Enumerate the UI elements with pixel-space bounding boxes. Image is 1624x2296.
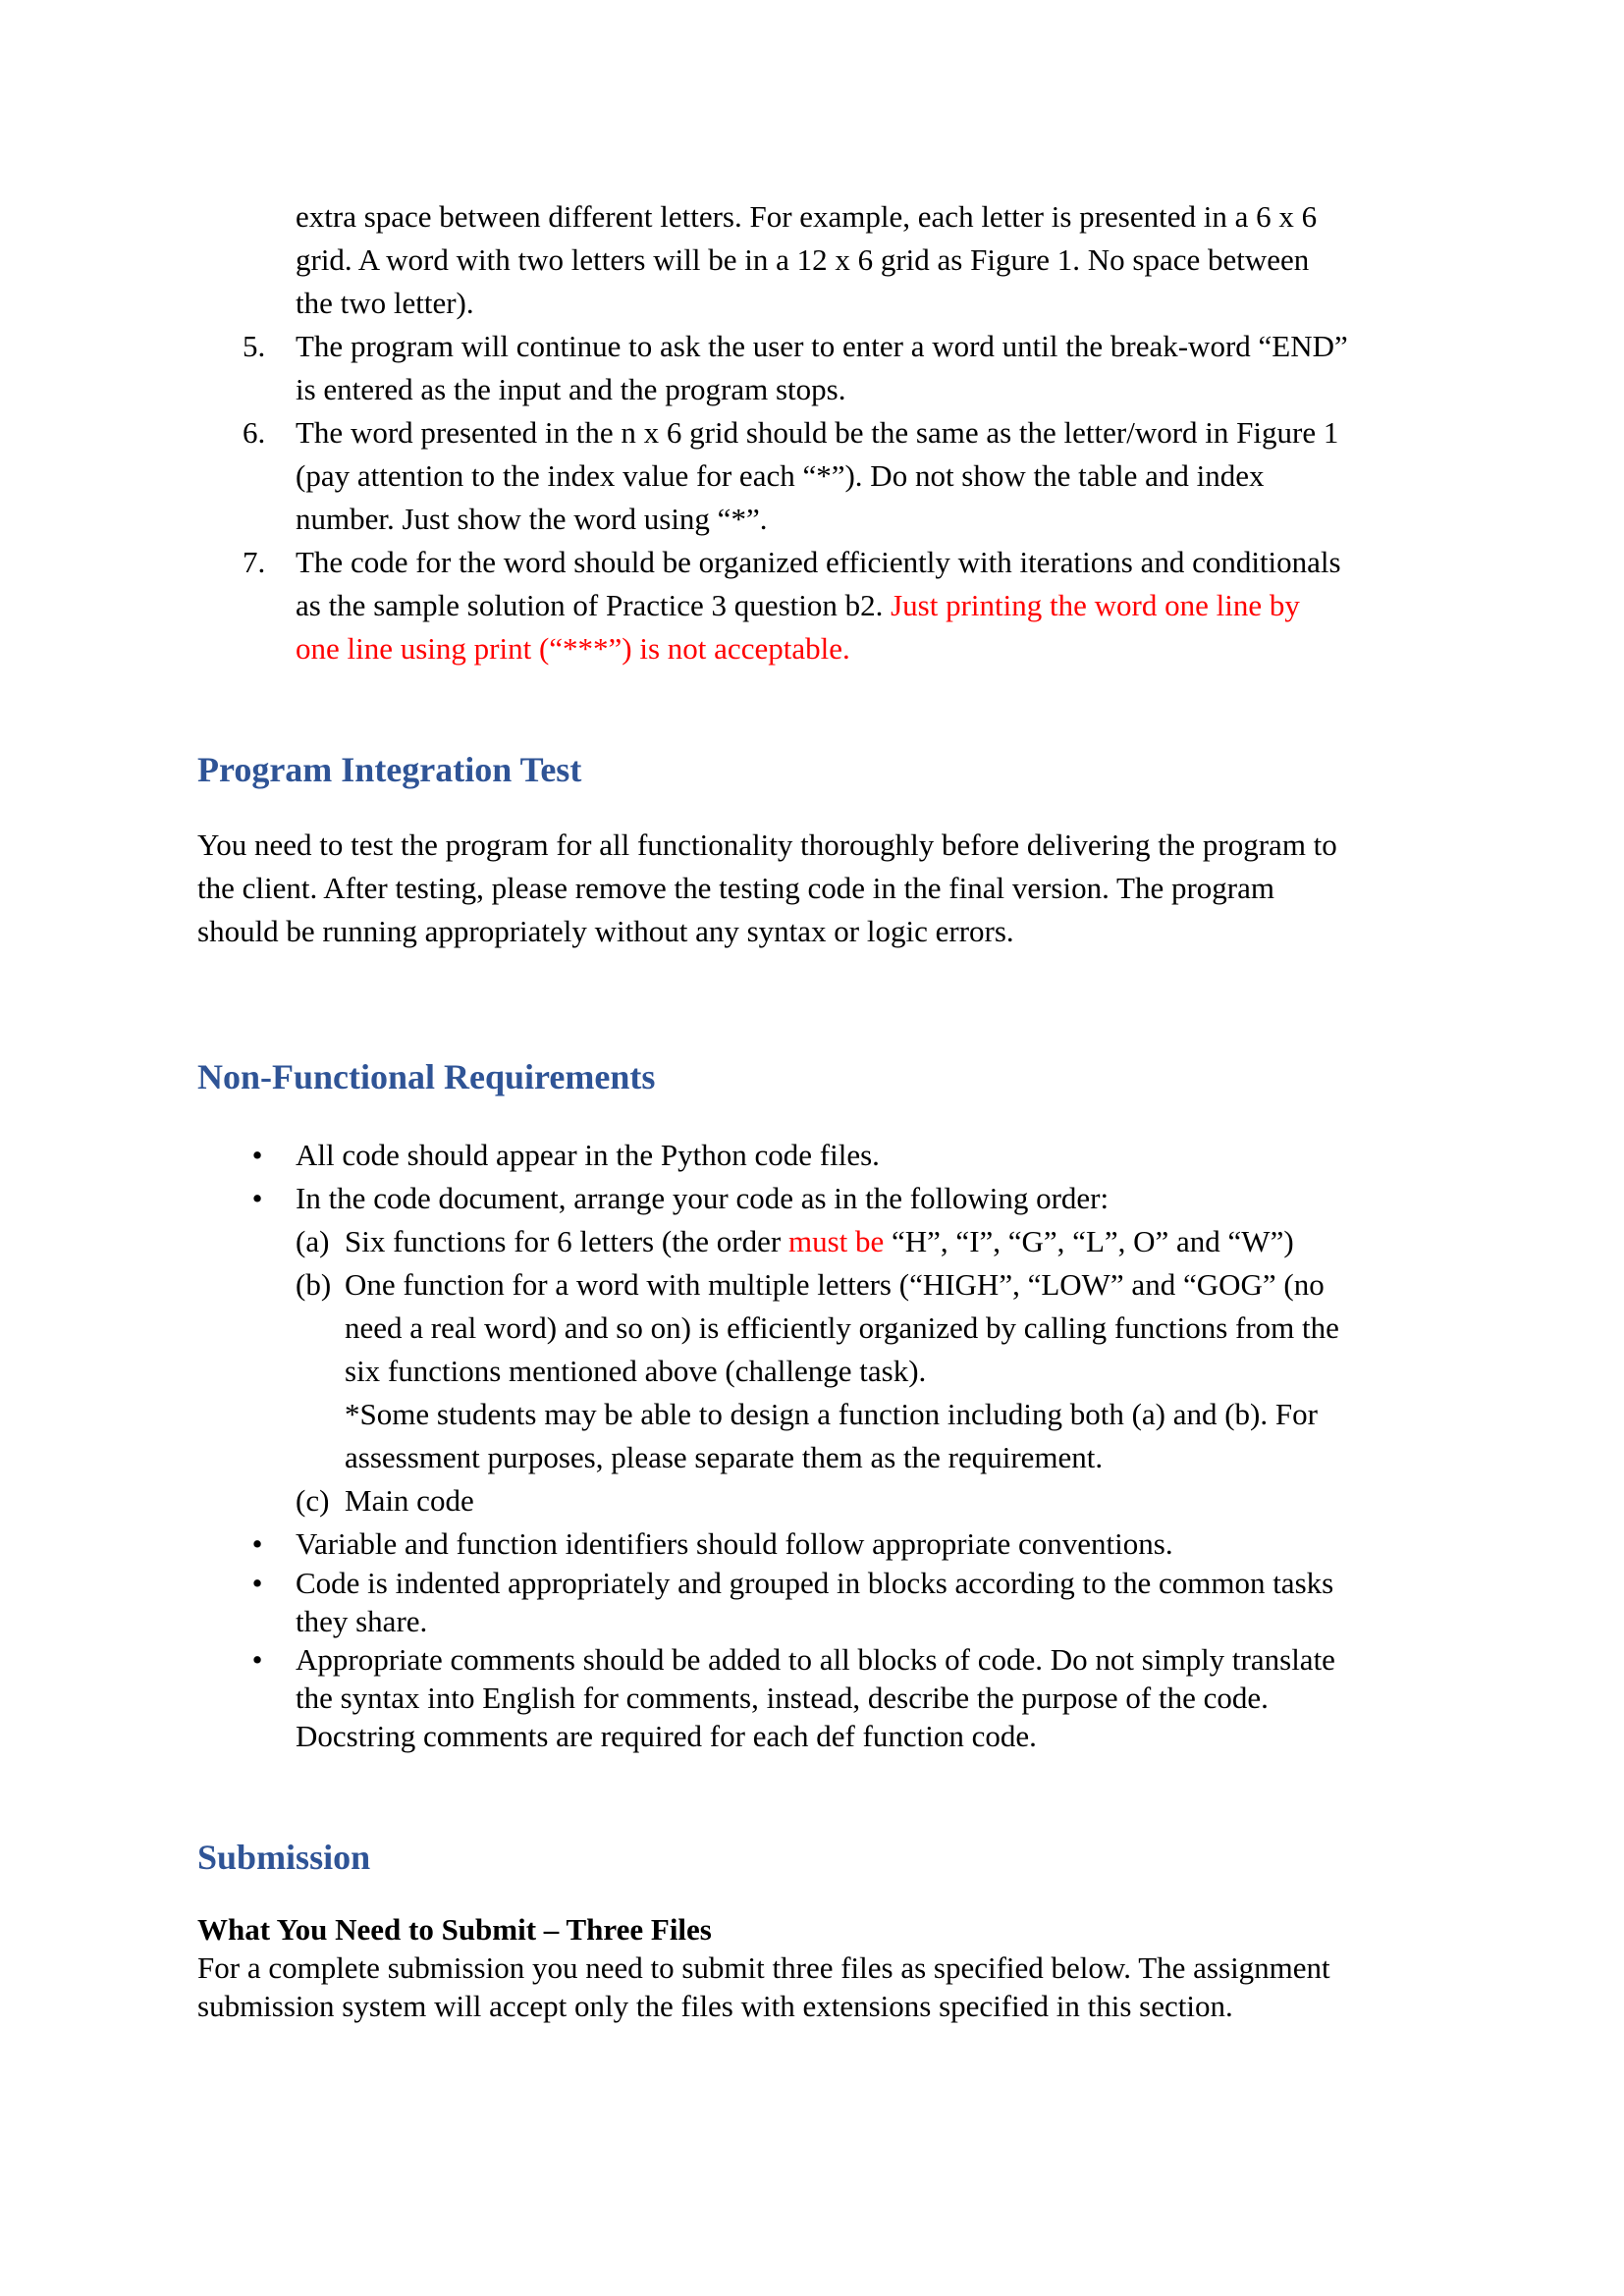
numbered-item-5 (0, 325, 1444, 411)
sub-item-text (345, 1263, 1444, 1479)
text-line: they share. (296, 1604, 428, 1638)
bullet-icon: • (251, 1138, 263, 1172)
bullet-item (197, 1177, 1444, 1522)
bullet-icon: • (251, 1566, 263, 1600)
text-line: need a real word) and so on) is efficiently organized by calling functions from the (345, 1310, 1339, 1345)
text-line: For a complete submission you need to submit three files as specified below. The assignment (197, 1950, 1330, 1985)
section-heading-integration: Program Integration Test (197, 750, 582, 789)
text-line: extra space between different letters. For example, each letter is presented in a 6 x 6 (296, 199, 1318, 234)
integration-paragraph (197, 824, 1444, 953)
bullet-icon: • (251, 1526, 263, 1561)
bullet-item (197, 1522, 1444, 1566)
submission-subheading: What You Need to Submit – Three Files (197, 1912, 712, 1947)
text-line: Appropriate comments should be added to all blocks of code. Do not simply translate (296, 1642, 1335, 1677)
text-line: should be running appropriately without any syntax or logic errors. (197, 914, 1014, 948)
emphasis-text: Just printing the word one line by (891, 588, 1300, 622)
text-line: One function for a word with multiple letters (“HIGH”, “LOW” and “GOG” (no (345, 1267, 1325, 1302)
text-line: the syntax into English for comments, instead, describe the purpose of the code. (296, 1681, 1269, 1715)
item-text (296, 541, 1444, 670)
sub-item-b (296, 1263, 1444, 1479)
text-line: number. Just show the word using “*”. (296, 502, 768, 536)
text-line: as the sample solution of Practice 3 question b2. (296, 588, 892, 622)
text-line: Code is indented appropriately and grouped in blocks according to the common tasks (296, 1566, 1334, 1600)
text-line: the client. After testing, please remove the testing code in the final version. The program (197, 871, 1275, 905)
section-heading-nonfunctional: Non-Functional Requirements (197, 1057, 656, 1096)
text-line: The code for the word should be organized efficiently with iterations and conditionals (296, 545, 1341, 579)
sub-item-text (345, 1220, 1444, 1263)
list-item-continuation (243, 195, 1444, 670)
text-line: Docstring comments are required for each def function code. (296, 1719, 1037, 1753)
text-line: The program will continue to ask the user to enter a word until the break-word “END” (296, 329, 1348, 363)
text-run: Six functions for 6 letters (the order (345, 1224, 788, 1258)
numbered-item-6 (0, 411, 1444, 541)
sub-item-text: Main code (345, 1483, 474, 1518)
text-line: The word presented in the n x 6 grid should be the same as the letter/word in Figure 1 (296, 415, 1339, 450)
bullet-item (197, 1564, 1444, 1640)
emphasis-text: must be (787, 1224, 885, 1258)
text-line: grid. A word with two letters will be in a 12 x 6 grid as Figure 1. No space between (296, 242, 1310, 277)
text-line: You need to test the program for all functionality thoroughly before delivering the program to (197, 828, 1337, 862)
bullet-icon: • (251, 1642, 263, 1677)
requirements-list (197, 1134, 1444, 1755)
item-number: 6. (243, 415, 266, 450)
submission-paragraph (197, 1949, 1444, 2025)
item-text (296, 325, 1444, 411)
text-line: *Some students may be able to design a function including both (a) and (b). For (345, 1397, 1318, 1431)
text-line: is entered as the input and the program stops. (296, 372, 846, 406)
item-text (296, 411, 1444, 541)
item-number: 5. (243, 329, 266, 363)
bullet-text: All code should appear in the Python code files. (296, 1138, 880, 1172)
sub-item-c (296, 1479, 1444, 1522)
section-heading-submission: Submission (197, 1838, 371, 1877)
bullet-text: Variable and function identifiers should follow appropriate conventions. (296, 1526, 1173, 1561)
emphasis-text: one line using print (“***”) is not acceptable. (296, 631, 850, 666)
bullet-item (197, 1640, 1444, 1755)
sub-item-label: (a) (296, 1224, 330, 1258)
bullet-icon: • (251, 1181, 263, 1215)
text-line: submission system will accept only the files with extensions specified in this section. (197, 1989, 1233, 2023)
sub-item-a (296, 1220, 1444, 1263)
text-run: “H”, “I”, “G”, “L”, O” and “W”) (884, 1224, 1294, 1258)
sub-item-label: (c) (296, 1483, 330, 1518)
text-line: the two letter). (296, 286, 474, 320)
bullet-text: In the code document, arrange your code as in the following order: (296, 1181, 1110, 1215)
text-line: six functions mentioned above (challenge task). (345, 1354, 927, 1388)
sub-item-label: (b) (296, 1267, 332, 1302)
text-line: assessment purposes, please separate them as the requirement. (345, 1440, 1104, 1474)
bullet-item (197, 1134, 1444, 1177)
text-line: (pay attention to the index value for each “*”). Do not show the table and index (296, 458, 1265, 493)
item-number: 7. (243, 545, 266, 579)
numbered-item-7 (0, 541, 1444, 670)
